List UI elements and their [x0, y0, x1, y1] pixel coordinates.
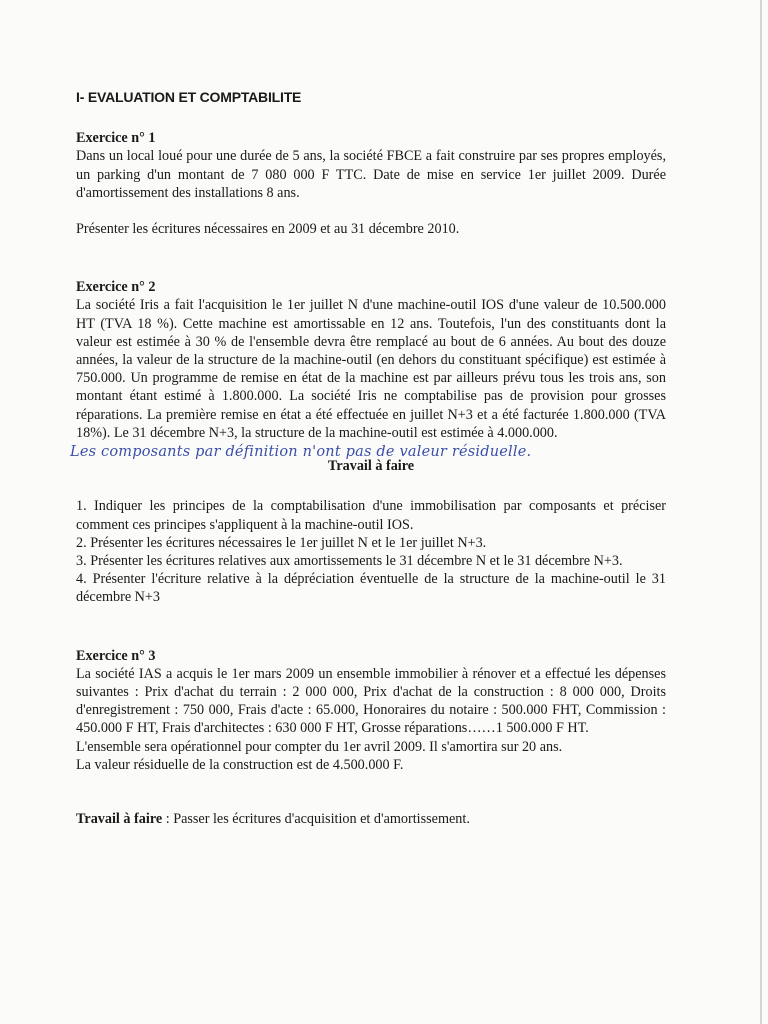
exercise-3-task [76, 810, 666, 828]
exercise-1-title: Exercice n° 1 [76, 130, 156, 147]
exercise-3-operational-date: L'ensemble sera opérationnel pour compter du 1er avril 2009. Il s'amortira sur 20 ans. [76, 738, 563, 755]
exercise-3-task-text: : Passer les écritures d'acquisition et d'amortissement. [162, 811, 470, 828]
exercise-1-task: Présenter les écritures nécessaires en 2009 et au 31 décembre 2010. [76, 221, 460, 238]
exercise-2-work-title: Travail à faire [327, 458, 415, 475]
question-item: 4. Présenter l'écriture relative à la dépréciation éventuelle de la structure de la machine-outil le 31 décembre N+3 [76, 571, 666, 606]
exercise-3 [76, 647, 666, 829]
question-item: 2. Présenter les écritures nécessaires le 1er juillet N et le 1er juillet N+3. [76, 534, 487, 551]
exercise-1-statement: Dans un local loué pour une durée de 5 ans, la société FBCE a fait construire par ses propres employés, un parking d'un montant de 7 080 000 F TTC. Date de mise en service 1er juillet 2009. Durée d'amortissement des installations 8 ans. [76, 148, 666, 201]
exercise-2 [70, 278, 666, 606]
section-title: I- EVALUATION ET COMPTABILITE [76, 89, 302, 105]
handwritten-note: Les composants par définition n'ont pas de valeur résiduelle. [70, 444, 532, 461]
exercise-3-residual-value: La valeur résiduelle de la construction est de 4.500.000 F. [76, 756, 404, 773]
exercise-3-task-label: Travail à faire [76, 811, 163, 828]
document-content [70, 88, 666, 828]
exercise-2-questions [76, 497, 666, 606]
exercise-2-title: Exercice n° 2 [76, 279, 156, 296]
question-item: 3. Présenter les écritures relatives aux amortissements le 31 décembre N et le 31 décembre N+3. [76, 553, 623, 570]
question-item: 1. Indiquer les principes de la comptabilisation d'une immobilisation par composants et préciser comment ces principes s'appliquent à la machine-outil IOS. [76, 498, 666, 533]
exercise-3-statement: La société IAS a acquis le 1er mars 2009 un ensemble immobilier à rénover et a effectué les dépenses suivantes : Prix d'achat du terrain : 2 000 000, Prix d'achat de la construction : 8 000 000, Droits d'enregistrement : 750 000, Frais d'acte : 65.000, Honoraires du notaire : 500.000 FHT, Commission : 450.000 F HT, Frais d'architectes : 630 000 F HT, Grosse réparations……1 500.000 F HT. [76, 665, 666, 737]
exercise-2-statement: La société Iris a fait l'acquisition le 1er juillet N d'une machine-outil IOS d'une valeur de 10.500.000 HT (TVA 18 %). Cette machine est amortissable en 12 ans. Toutefois, l'un des constituants dont la valeur est estimée à 30 % de l'ensemble devra être remplacé au bout de 6 années. Au bout des douze années, la valeur de la structure de la machine-outil (en dehors du constituant spécifique) est estimée à 750.000. Un programme de remise en état de la machine est par ailleurs prévu tous les trois ans, son montant étant estimé à 1.800.000. La société Iris ne comptabilise pas de provision pour grosses réparations. La première remise en état a été effectuée en juillet N+3 et a été facturée 1.800.000 (TVA 18%). Le 31 décembre N+3, la structure de la machine-outil est estimée à 4.000.000. [76, 297, 666, 441]
exercise-1 [76, 129, 666, 238]
exercise-3-title: Exercice n° 3 [76, 647, 156, 664]
